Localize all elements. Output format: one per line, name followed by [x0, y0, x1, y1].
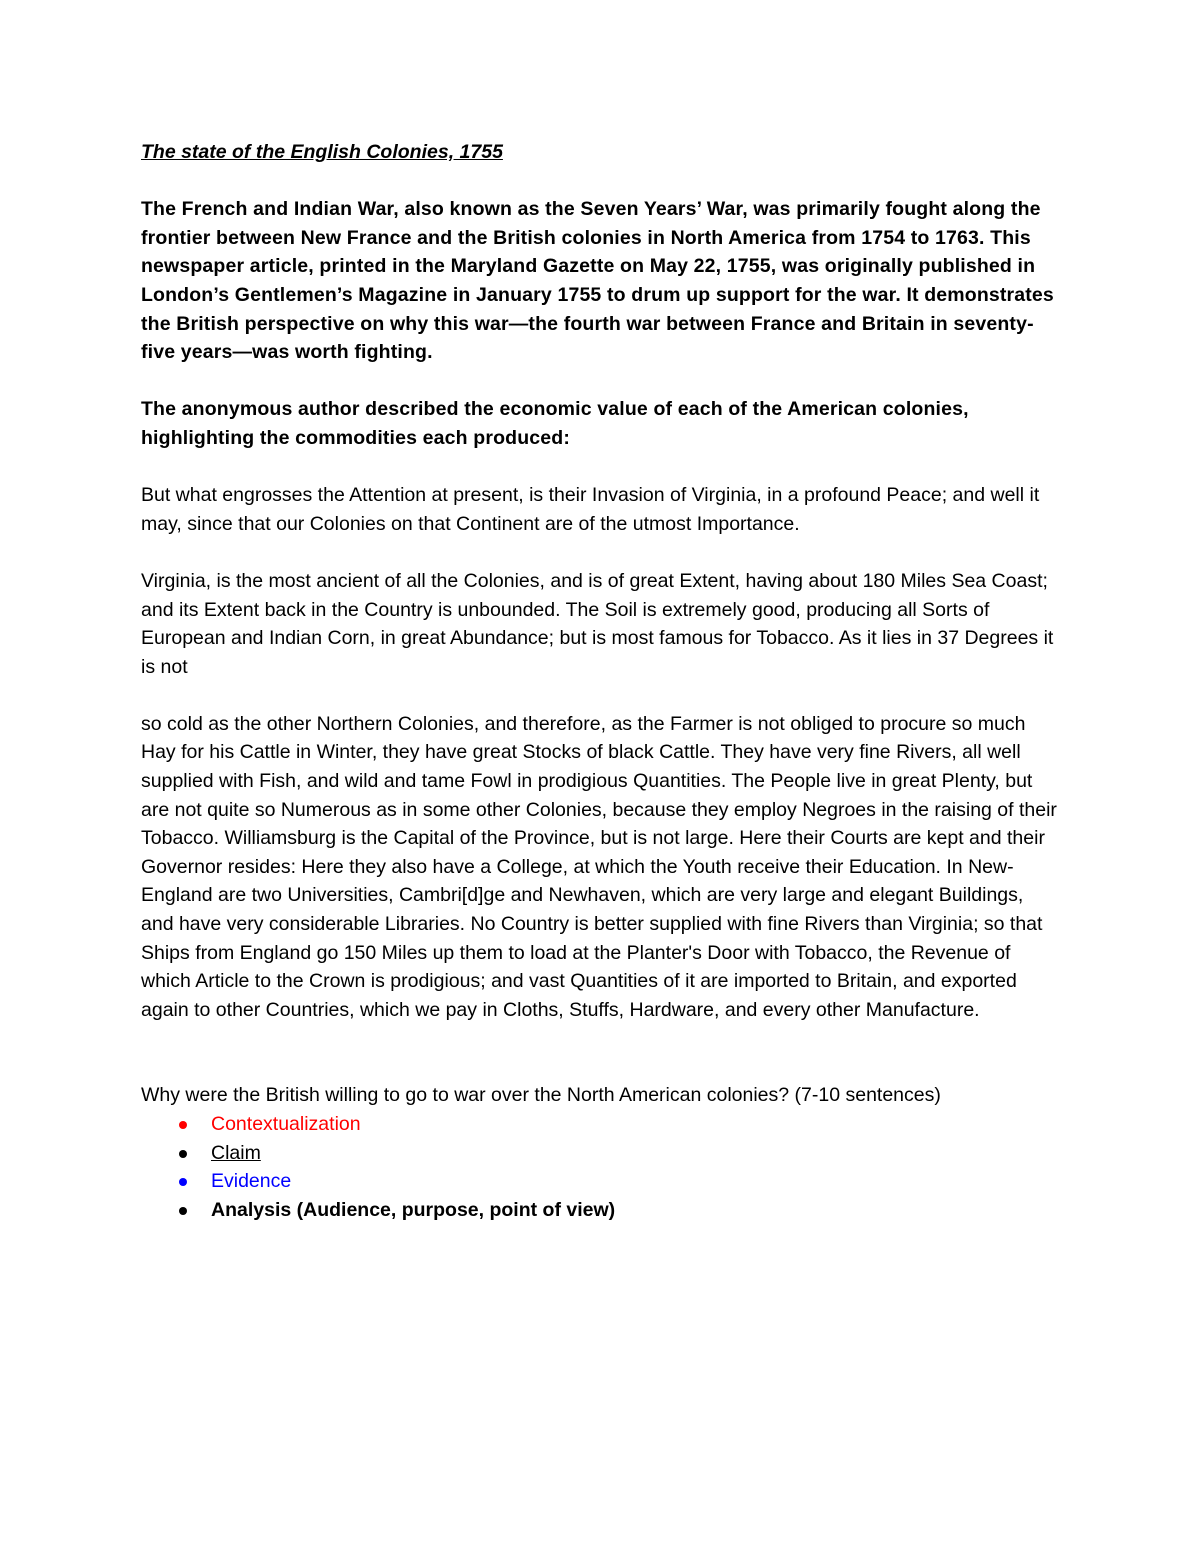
lead-paragraph: The anonymous author described the economic value of each of the American colonies, highlighting the commodities each produced:: [141, 398, 969, 449]
bullet-icon: [179, 1150, 187, 1158]
bullet-icon: [179, 1207, 187, 1215]
source-paragraph-3: so cold as the other Northern Colonies, and therefore, as the Farmer is not obliged to procure so much Hay for his Cattle in Winter, they have great Stocks of black Cattle. They have very fine Rivers, all well supplied with Fish, and wild and tame Fowl in prodigious Quantities. The People live in great Plenty, but are not quite so Numerous as in some other Colonies, because they employ Negroes in the raising of their Tobacco. Williamsburg is the Capital of the Province, but is not large. Here their Courts are kept and their Governor resides: Here they also have a College, at which the Youth receive their Education. In New-England are two Universities, Cambri[d]ge and Newhaven, which are very large and elegant Buildings, and have very considerable Libraries. No Country is better supplied with fine Rivers than Virginia; so that Ships from England go 150 Miles up them to load at the Planter's Door with Tobacco, the Revenue of which Article to the Crown is prodigious; and vast Quantities of it are imported to Britain, and exported again to other Countries, which we pay in Cloths, Stuffs, Hardware, and every other Manufacture.: [141, 712, 1057, 1021]
criteria-item-contextualization: [141, 1110, 1061, 1139]
criteria-item-analysis: [141, 1196, 1061, 1225]
criteria-label: Claim: [211, 1141, 261, 1164]
criteria-label: Contextualization: [211, 1113, 361, 1135]
criteria-label: Evidence: [211, 1170, 292, 1193]
question-prompt: Why were the British willing to go to war over the North American colonies? (7-10 sentences): [141, 1084, 941, 1107]
criteria-label: Analysis (Audience, purpose, point of view): [211, 1198, 616, 1221]
bullet-icon: [179, 1121, 187, 1129]
document-page: [141, 138, 1061, 1224]
criteria-item-evidence: [141, 1167, 1061, 1196]
source-paragraph-2: Virginia, is the most ancient of all the Colonies, and is of great Extent, having about 180 Miles Sea Coast; and its Extent back in the Country is unbounded. The Soil is extremely good, producing all Sorts of European and Indian Corn, in great Abundance; but is most famous for Tobacco. As it lies in 37 Degrees it is not: [141, 569, 1054, 678]
source-paragraph-1: But what engrosses the Attention at present, is their Invasion of Virginia, in a profound Peace; and well it may, since that our Colonies on that Continent are of the utmost Importance.: [141, 484, 1040, 535]
bullet-icon: [179, 1178, 187, 1186]
criteria-list: [141, 1110, 1061, 1224]
document-title: The state of the English Colonies, 1755: [141, 141, 503, 163]
intro-paragraph: The French and Indian War, also known as the Seven Years’ War, was primarily fought along the frontier between New France and the British colonies in North America from 1754 to 1763. This newspaper article, printed in the Maryland Gazette on May 22, 1755, was originally published in London’s Gentlemen’s Magazine in January 1755 to drum up support for the war. It demonstrates the British perspective on why this war—the fourth war between France and Britain in seventy-five years—was worth fighting.: [141, 198, 1054, 364]
criteria-item-claim: [141, 1139, 1061, 1168]
